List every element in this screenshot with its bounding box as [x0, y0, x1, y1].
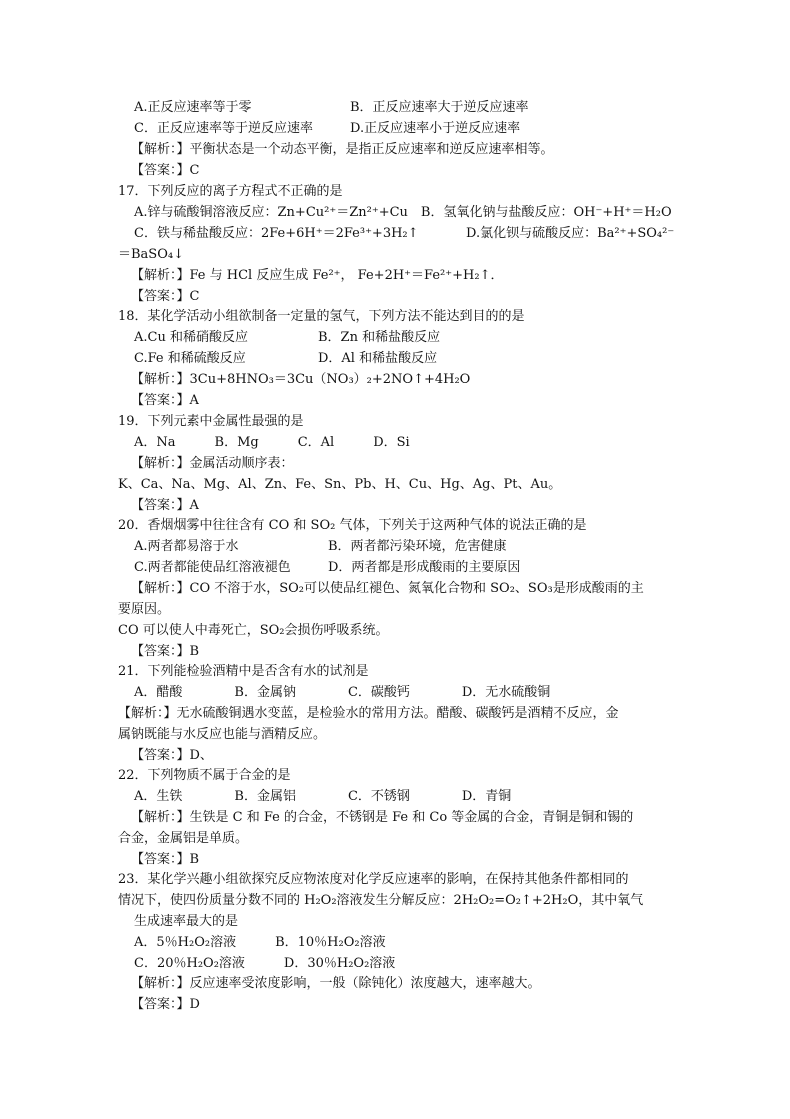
analysis-continued: 要原因。: [118, 602, 171, 617]
answer-text: 【答案：】B: [131, 852, 200, 867]
analysis-text: 【解析：】3Cu+8HNO₃＝3Cu（NO₃）₂+2NO↑+4H₂O: [131, 372, 471, 387]
question-20: 20．香烟烟雾中往往含有 CO 和 SO₂ 气体，下列关于这两种气体的说法正确的是: [118, 518, 587, 533]
option-b: B．正反应速率大于逆反应速率: [350, 100, 529, 115]
analysis-text: 【解析：】反应速率受浓度影响，一般（除钝化）浓度越大，速率越大。: [131, 976, 541, 991]
question-23: 23．某化学兴趣小组欲探究反应物浓度对化学反应速率的影响，在保持其他条件都相同的: [118, 872, 629, 887]
options: A．生铁 B．金属铝 C．不锈钢 D．青铜: [134, 789, 512, 804]
question-22: 22．下列物质不属于合金的是: [118, 768, 291, 783]
option-d: D.正反应速率小于逆反应速率: [350, 121, 521, 136]
answer-text: 【答案：】C: [131, 163, 200, 178]
analysis-continued: 属钠既能与水反应也能与酒精反应。: [118, 727, 327, 742]
option-a: A.正反应速率等于零: [134, 100, 252, 115]
analysis-text: 【解析：】金属活动顺序表：: [131, 456, 294, 471]
question-23-continued: 情况下，使四份质量分数不同的 H₂O₂溶液发生分解反应：2H₂O₂=O₂↑+2H₂O，其中氧气: [118, 893, 644, 908]
option-d: D．两者都是形成酸雨的主要原因: [328, 560, 521, 575]
analysis-text: 【解析：】无水硫酸铜遇水变蓝，是检验水的常用方法。醋酸、碳酸钙是酒精不反应，金: [118, 706, 619, 721]
option-a-b: A.锌与硫酸铜溶液反应：Zn+Cu²⁺＝Zn²⁺+Cu B．氢氧化钠与盐酸反应：OH⁻+H⁺＝H₂O: [134, 205, 672, 220]
option-d: D.氯化钡与硫酸反应：Ba²⁺+SO₄²⁻: [466, 226, 675, 241]
question-17: 17．下列反应的离子方程式不正确的是: [118, 184, 343, 199]
answer-text: 【答案：】C: [131, 289, 200, 304]
question-18: 18．某化学活动小组欲制备一定量的氢气，下列方法不能达到目的的是: [118, 309, 525, 324]
answer-text: 【答案：】A: [131, 498, 199, 513]
analysis-continued: 合金，金属铝是单质。: [118, 831, 249, 846]
answer-text: 【答案：】D、: [131, 748, 213, 763]
options-a-b: A．5％H₂O₂溶液 B．10％H₂O₂溶液: [134, 935, 386, 950]
option-b: B．两者都污染环境，危害健康: [328, 539, 507, 554]
answer-text: 【答案：】B: [131, 644, 200, 659]
options: A．Na B．Mg C．Al D．Si: [134, 435, 410, 450]
option-b: B．Zn 和稀盐酸反应: [318, 330, 441, 345]
option-d-continued: ＝BaSO₄↓: [118, 247, 184, 262]
analysis-text: 【解析：】Fe 与 HCl 反应生成 Fe²⁺， Fe+2H⁺＝Fe²⁺+H₂↑．: [131, 268, 504, 283]
option-d: D．Al 和稀盐酸反应: [318, 351, 438, 366]
answer-text: 【答案：】D: [131, 997, 200, 1012]
option-c: C．铁与稀盐酸反应：2Fe+6H⁺＝2Fe³⁺+3H₂↑: [134, 226, 419, 241]
options: A．醋酸 B．金属钠 C．碳酸钙 D．无水硫酸铜: [134, 685, 551, 700]
option-c: C.两者都能使品红溶液褪色: [134, 560, 291, 575]
question-21: 21．下列能检验酒精中是否含有水的试剂是: [118, 664, 369, 679]
analysis-text: 【解析：】生铁是 C 和 Fe 的合金，不锈钢是 Fe 和 Co 等金属的合金，青铜是铜和锡的: [131, 810, 634, 825]
analysis-text: 【解析：】CO 不溶于水，SO₂可以使品红褪色、氮氧化合物和 SO₂、SO₃是形成酸雨的主: [131, 581, 644, 596]
question-23-continued: 生成速率最大的是: [134, 914, 239, 929]
answer-text: 【答案：】A: [131, 393, 199, 408]
analysis-continued: K、Ca、Na、Mg、Al、Zn、Fe、Sn、Pb、H、Cu、Hg、Ag、Pt、Au。: [118, 477, 562, 492]
options-c-d: C．20％H₂O₂溶液 D．30％H₂O₂溶液: [134, 956, 396, 971]
question-19: 19．下列元素中金属性最强的是: [118, 414, 304, 429]
analysis-text: 【解析：】平衡状态是一个动态平衡，是指正反应速率和逆反应速率相等。: [131, 142, 554, 157]
analysis-continued: CO 可以使人中毒死亡，SO₂会损伤呼吸系统。: [118, 623, 389, 638]
option-a: A.Cu 和稀硝酸反应: [134, 330, 248, 345]
option-c: C．正反应速率等于逆反应速率: [134, 121, 313, 136]
option-c: C.Fe 和稀硫酸反应: [134, 351, 246, 366]
option-a: A.两者都易溶于水: [134, 539, 239, 554]
